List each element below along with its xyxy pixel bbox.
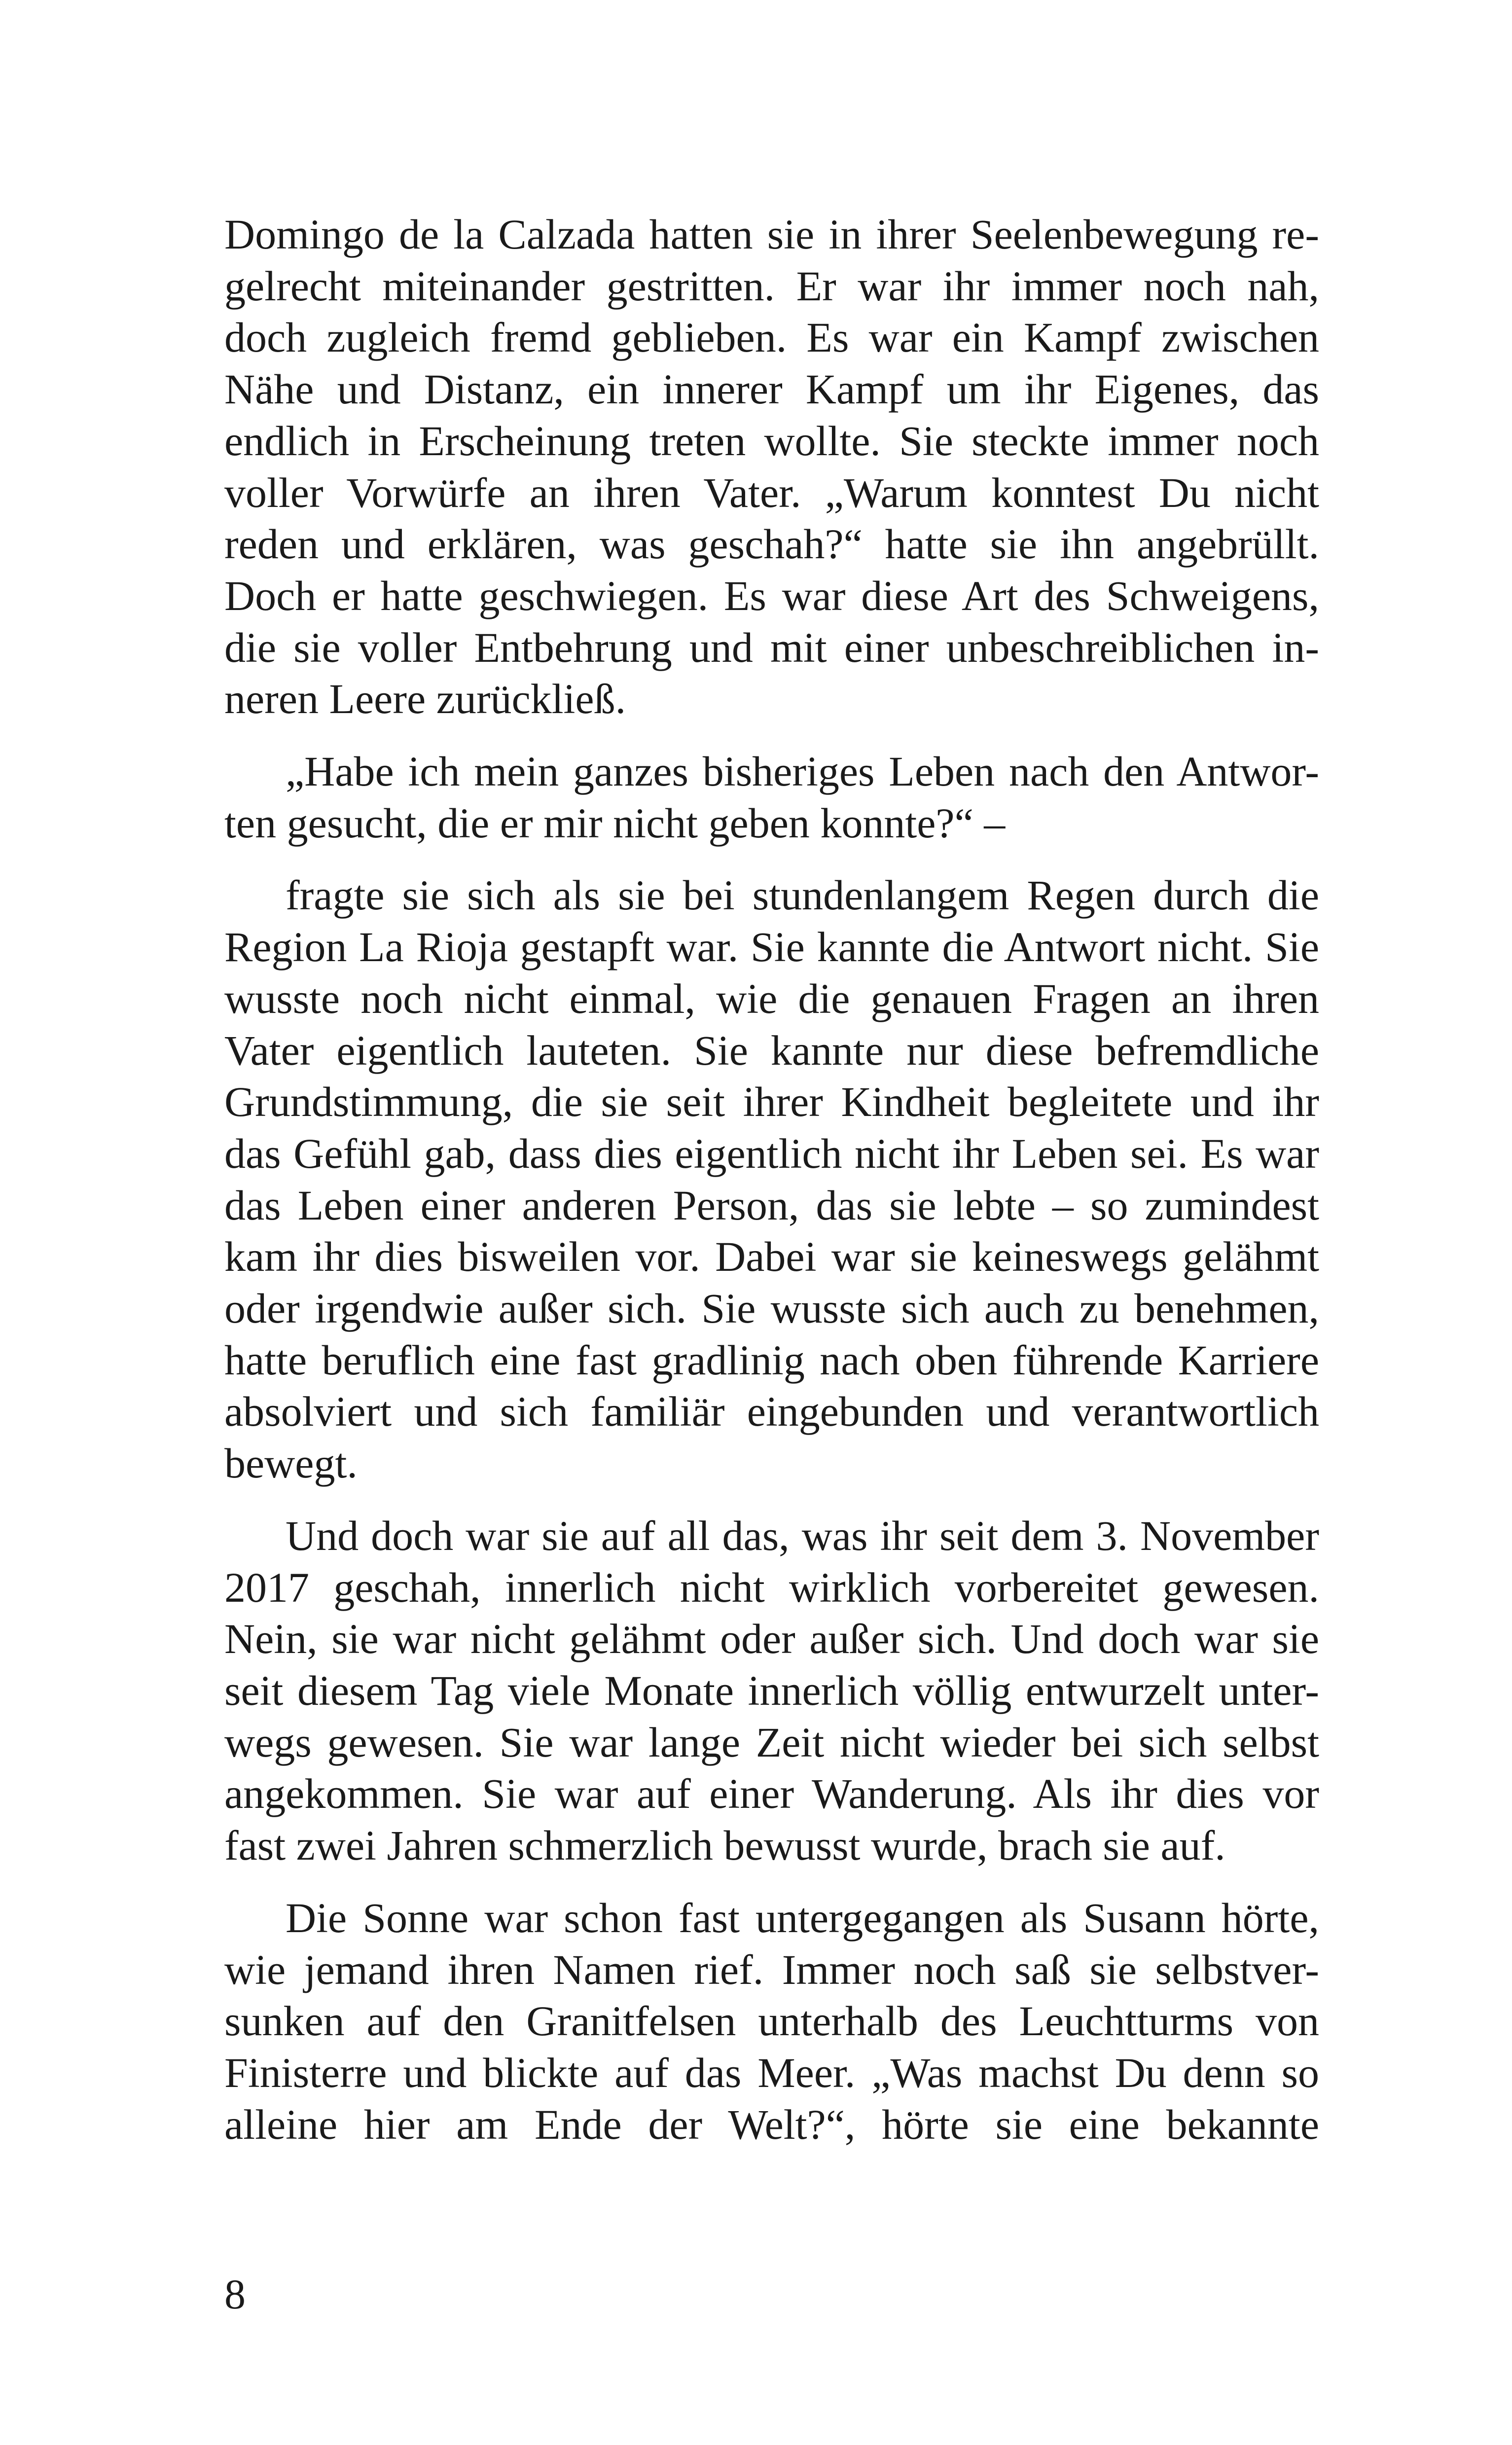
text-line: gelrecht miteinander gestritten. Er war ihr immer noch nah, — [224, 262, 1319, 310]
page-number: 8 — [224, 2270, 246, 2318]
text-line: wusste noch nicht einmal, wie die genauen Fragen an ihren — [224, 974, 1319, 1022]
text-line: ten gesucht, die er mir nicht geben konnte?“ – — [224, 799, 1006, 847]
text-line: Die Sonne war schon fast untergegangen als Susann hörte, — [286, 1894, 1319, 1942]
text-line: angekommen. Sie war auf einer Wanderung. Als ihr dies vor — [224, 1770, 1319, 1818]
text-line: voller Vorwürfe an ihren Vater. „Warum konntest Du nicht — [224, 468, 1319, 516]
text-line: Nein, sie war nicht gelähmt oder außer sich. Und doch war sie — [224, 1615, 1319, 1663]
text-line: Und doch war sie auf all das, was ihr seit dem 3. November — [286, 1511, 1319, 1559]
text-line: oder irgendwie außer sich. Sie wusste sich auch zu benehmen, — [224, 1285, 1319, 1332]
text-line: Domingo de la Calzada hatten sie in ihrer Seelenbewegung re- — [224, 211, 1319, 258]
text-line: reden und erklären, was geschah?“ hatte sie ihn angebrüllt. — [224, 520, 1319, 568]
text-line: endlich in Erscheinung treten wollte. Sie steckte immer noch — [224, 417, 1319, 465]
text-line: Doch er hatte geschwiegen. Es war diese Art des Schweigens, — [224, 572, 1319, 619]
text-line: fast zwei Jahren schmerzlich bewusst wurde, brach sie auf. — [224, 1822, 1225, 1870]
paragraph-5 — [224, 1892, 1319, 2151]
paragraph-gap — [224, 849, 1319, 869]
paragraph-4 — [224, 1510, 1319, 1871]
paragraph-1 — [224, 209, 1319, 725]
text-line: Finisterre und blickte auf das Meer. „Was machst Du denn so — [224, 2049, 1319, 2096]
text-line: kam ihr dies bisweilen vor. Dabei war sie keineswegs gelähmt — [224, 1233, 1319, 1281]
text-line: seit diesem Tag viele Monate innerlich völlig entwurzelt unter- — [224, 1666, 1319, 1714]
paragraph-3 — [224, 869, 1319, 1489]
text-line: 2017 geschah, innerlich nicht wirklich vorbereitet gewesen. — [224, 1563, 1319, 1611]
text-line: bewegt. — [224, 1439, 358, 1487]
paragraph-gap — [224, 725, 1319, 746]
text-line: doch zugleich fremd geblieben. Es war ein Kampf zwischen — [224, 314, 1319, 361]
text-line: alleine hier am Ende der Welt?“, hörte sie eine bekannte — [224, 2100, 1319, 2148]
paragraph-gap — [224, 1489, 1319, 1510]
text-line: absolviert und sich familiär eingebunden und verantwortlich — [224, 1388, 1319, 1436]
text-line: fragte sie sich als sie bei stundenlangem Regen durch die — [286, 871, 1319, 919]
text-line: Region La Rioja gestapft war. Sie kannte die Antwort nicht. Sie — [224, 923, 1319, 971]
text-line: das Gefühl gab, dass dies eigentlich nicht ihr Leben sei. Es war — [224, 1129, 1319, 1177]
body-text — [224, 209, 1319, 2150]
text-line: sunken auf den Granitfelsen unterhalb des Leuchtturms von — [224, 1997, 1319, 2045]
text-line: das Leben einer anderen Person, das sie lebte – so zumindest — [224, 1181, 1319, 1229]
text-line: Grundstimmung, die sie seit ihrer Kindheit begleitete und ihr — [224, 1078, 1319, 1126]
text-line: Nähe und Distanz, ein innerer Kampf um ihr Eigenes, das — [224, 365, 1319, 413]
text-line: hatte beruflich eine fast gradlinig nach oben führende Karriere — [224, 1336, 1319, 1384]
paragraph-2 — [224, 746, 1319, 849]
text-line: die sie voller Entbehrung und mit einer unbeschreiblichen in- — [224, 623, 1319, 671]
text-line: neren Leere zurückließ. — [224, 675, 626, 723]
text-line: „Habe ich mein ganzes bisheriges Leben nach den Antwor- — [286, 748, 1319, 795]
paragraph-gap — [224, 1871, 1319, 1892]
text-line: wegs gewesen. Sie war lange Zeit nicht wieder bei sich selbst — [224, 1718, 1319, 1766]
text-line: Vater eigentlich lauteten. Sie kannte nur diese befremdliche — [224, 1026, 1319, 1074]
text-line: wie jemand ihren Namen rief. Immer noch saß sie selbstver- — [224, 1945, 1319, 1993]
